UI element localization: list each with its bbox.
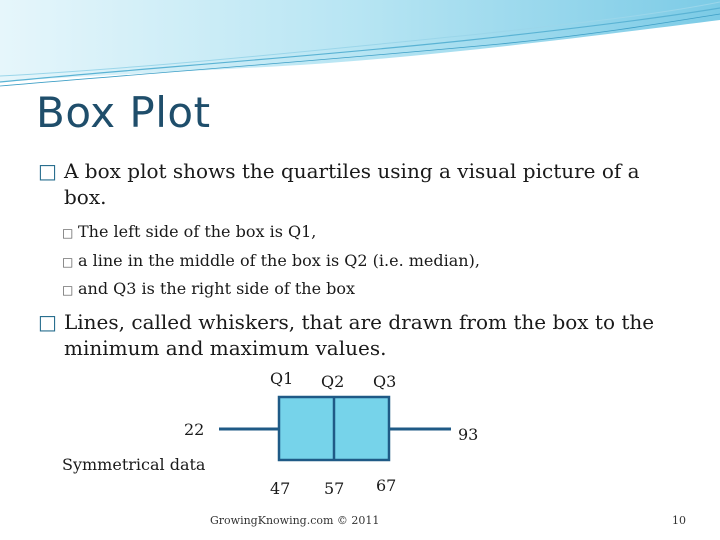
bullet-2-line2: minimum and maximum values. — [64, 336, 387, 360]
sub-bullet-marker-icon: □ — [62, 283, 74, 297]
page-number: 10 — [672, 514, 686, 527]
q1-value: 47 — [270, 479, 291, 498]
slide-title: Box Plot — [36, 88, 211, 137]
q3-label: Q3 — [373, 372, 397, 391]
sub-bullet-marker-icon: □ — [62, 255, 74, 269]
sub-bullet-3-text: and Q3 is the right side of the box — [78, 279, 356, 298]
q2-label: Q2 — [321, 372, 345, 391]
q2-value: 57 — [324, 479, 345, 498]
bullet-1-line1: A box plot shows the quartiles using a visual picture of a — [64, 159, 640, 183]
bullet-1-line2: box. — [64, 185, 107, 209]
q3-value: 67 — [376, 476, 397, 495]
max-label: 93 — [458, 425, 479, 444]
sub-bullet-1-text: The left side of the box is Q1, — [78, 222, 317, 241]
sub-bullet-2-text: a line in the middle of the box is Q2 (i.e. median), — [78, 251, 480, 270]
figure-caption: Symmetrical data — [62, 455, 206, 474]
min-label: 22 — [184, 420, 205, 439]
slide-footer: GrowingKnowing.com © 2011 — [210, 514, 380, 527]
bullet-marker-icon: □ — [38, 310, 57, 334]
sub-bullet-marker-icon: □ — [62, 226, 74, 240]
q1-label: Q1 — [270, 369, 294, 388]
bullet-2-line1: Lines, called whiskers, that are drawn from the box to the — [64, 310, 655, 334]
bullet-marker-icon: □ — [38, 159, 57, 183]
